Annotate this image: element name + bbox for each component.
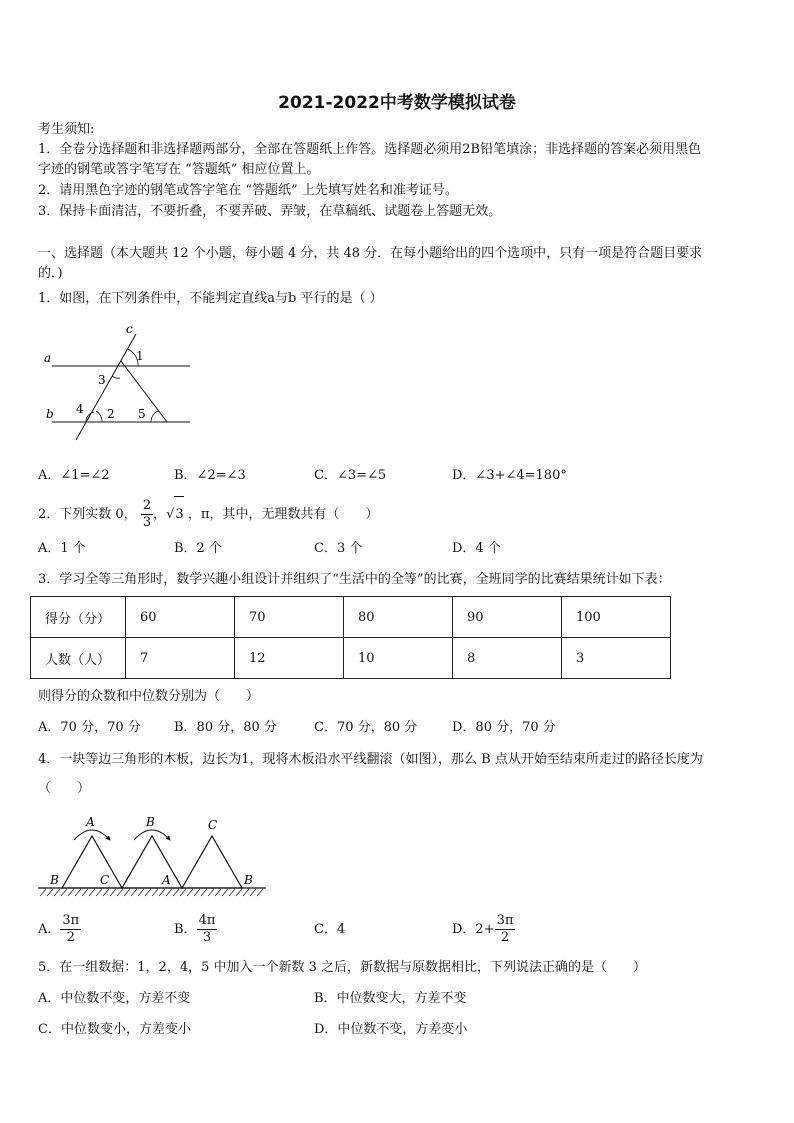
q4-fig-label-b-left: B [50, 873, 59, 887]
page-title: 2021-2022中考数学模拟试卷 [278, 93, 516, 113]
q3-option-a[interactable]: A．70 分，70 分 [38, 720, 141, 735]
q4-figure [36, 812, 268, 902]
q5-option-a[interactable]: A．中位数不变，方差不变 [38, 991, 191, 1006]
q4-fig-label-b-top: B [146, 815, 155, 829]
q1-fig-angle-5: 5 [138, 407, 146, 421]
table-cell: 100 [562, 597, 671, 638]
q4-option-b[interactable] [174, 912, 217, 948]
table-cell: 80 [344, 597, 453, 638]
q1-option-d[interactable]: D．∠3+∠4=180° [452, 468, 567, 483]
section-heading-line-2: 的．) [38, 266, 63, 281]
table-cell: 70 [235, 597, 344, 638]
q4-option-a-den: 2 [66, 930, 75, 945]
q3-option-b[interactable]: B．80 分，80 分 [174, 720, 277, 735]
q5-option-c[interactable]: C．中位数变小，方差变小 [38, 1022, 191, 1037]
q4-fig-label-b-right: B [244, 873, 253, 887]
notice-line-1b: 字迹的钢笔或答字笔写在 “答题纸” 相应位置上。 [38, 162, 320, 177]
q2-option-a[interactable]: A．1 个 [38, 541, 86, 556]
q4-option-c[interactable]: C．4 [314, 922, 346, 937]
q1-fig-angle-1: 1 [136, 349, 144, 363]
q4-stem-line-2: （ ） [38, 781, 91, 796]
notice-line-2: 2．请用黑色字迹的钢笔或答字笔在 “答题纸” 上先填写姓名和准考证号。 [38, 183, 458, 198]
q4-option-d[interactable] [452, 912, 515, 948]
q2-option-b[interactable]: B．2 个 [174, 541, 222, 556]
q4-option-d-frac [495, 913, 516, 946]
q2-frac-num: 2 [142, 498, 152, 513]
q5-stem: 5．在一组数据：1，2，4，5 中加入一个新数 3 之后，新数据与原数据相比，下列说法正确的是（ ） [38, 960, 647, 975]
q2-sqrt-sign: √ [166, 507, 175, 522]
q2-frac-den: 3 [142, 515, 152, 530]
q4-option-a-label: A． [38, 922, 61, 937]
q1-fig-angle-3: 3 [98, 373, 106, 387]
q1-option-c[interactable]: C．∠3=∠5 [314, 468, 387, 483]
q4-option-b-den: 3 [202, 930, 212, 945]
q4-fig-label-c-top: C [208, 818, 218, 832]
q4-fig-label-a-top: A [86, 815, 95, 829]
table-cell: 7 [126, 638, 235, 679]
q4-option-b-frac [197, 913, 218, 946]
table-cell: 得分（分） [31, 597, 126, 638]
table-row [31, 638, 671, 679]
q1-stem: 1．如图，在下列条件中，不能判定直线a与b 平行的是（ ） [38, 291, 383, 306]
q2-option-c[interactable]: C．3 个 [314, 541, 363, 556]
q3-score-table [30, 596, 671, 679]
q3-follow-up: 则得分的众数和中位数分别为（ ） [38, 689, 260, 704]
q4-option-d-label: D．2+ [452, 922, 495, 937]
q2-stem-post: ，π，其中，无理数共有（ ） [187, 507, 379, 522]
notice-line-1a: 1．全卷分选择题和非选择题两部分，全部在答题纸上作答。选择题必须用2B铅笔填涂；非选择题的答案必须用黑色 [38, 142, 702, 157]
q2-fraction [141, 498, 153, 531]
q3-stem: 3．学习全等三角形时，数学兴趣小组设计并组织了“生活中的全等”的比赛，全班同学的比赛结果统计如下表： [38, 572, 671, 587]
notice-line-3: 3．保持卡面清洁，不要折叠，不要弄破、弄皱，在草稿纸、试题卷上答题无效。 [38, 204, 502, 219]
q1-figure [38, 322, 198, 442]
q1-fig-label-b: b [46, 407, 54, 421]
q4-option-a-frac [60, 913, 81, 946]
table-cell: 12 [235, 638, 344, 679]
q4-option-b-label: B． [174, 922, 197, 937]
q2-comma: ， [153, 507, 167, 522]
q4-fig-label-c-mid: C [100, 873, 110, 887]
q4-option-d-den: 2 [500, 930, 510, 945]
q2-sqrt-value: 3 [174, 496, 183, 533]
q5-option-b[interactable]: B．中位数变大，方差不变 [314, 991, 467, 1006]
section-heading-line-1: 一、选择题（本大题共 12 个小题，每小题 4 分，共 48 分．在每小题给出的四个选项中，只有一项是符合题目要求 [38, 246, 703, 261]
q1-option-a[interactable]: A．∠1=∠2 [38, 468, 110, 483]
q3-option-d[interactable]: D．80 分，70 分 [452, 720, 556, 735]
q4-option-a-num: 3π [62, 913, 80, 928]
table-cell: 90 [453, 597, 562, 638]
q1-fig-angle-2: 2 [107, 407, 115, 421]
q2-option-d[interactable]: D．4 个 [452, 541, 501, 556]
table-cell: 10 [344, 638, 453, 679]
q4-stem-line-1: 4．一块等边三角形的木板，边长为1，现将木板沿水平线翻滚（如图），那么 B 点从开始至结束所走过的路径长度为 [38, 752, 703, 767]
q4-option-a[interactable] [38, 912, 81, 948]
table-cell: 人数（人） [31, 638, 126, 679]
q4-fig-label-a-mid: A [162, 873, 171, 887]
table-row [31, 597, 671, 638]
q4-option-b-num: 4π [198, 913, 216, 928]
q2-stem [38, 496, 378, 532]
q5-option-d[interactable]: D．中位数不变，方差变小 [314, 1022, 468, 1037]
q3-option-c[interactable]: C．70 分，80 分 [314, 720, 418, 735]
table-cell: 3 [562, 638, 671, 679]
q1-fig-label-c: c [126, 322, 133, 336]
q1-fig-angle-4: 4 [76, 402, 84, 416]
q2-stem-pre: 2．下列实数 0， [38, 507, 137, 522]
q1-fig-label-a: a [44, 351, 52, 365]
table-cell: 60 [126, 597, 235, 638]
table-cell: 8 [453, 638, 562, 679]
q4-option-d-num: 3π [496, 913, 514, 928]
q1-option-b[interactable]: B．∠2=∠3 [174, 468, 246, 483]
notice-heading: 考生须知: [38, 122, 95, 137]
